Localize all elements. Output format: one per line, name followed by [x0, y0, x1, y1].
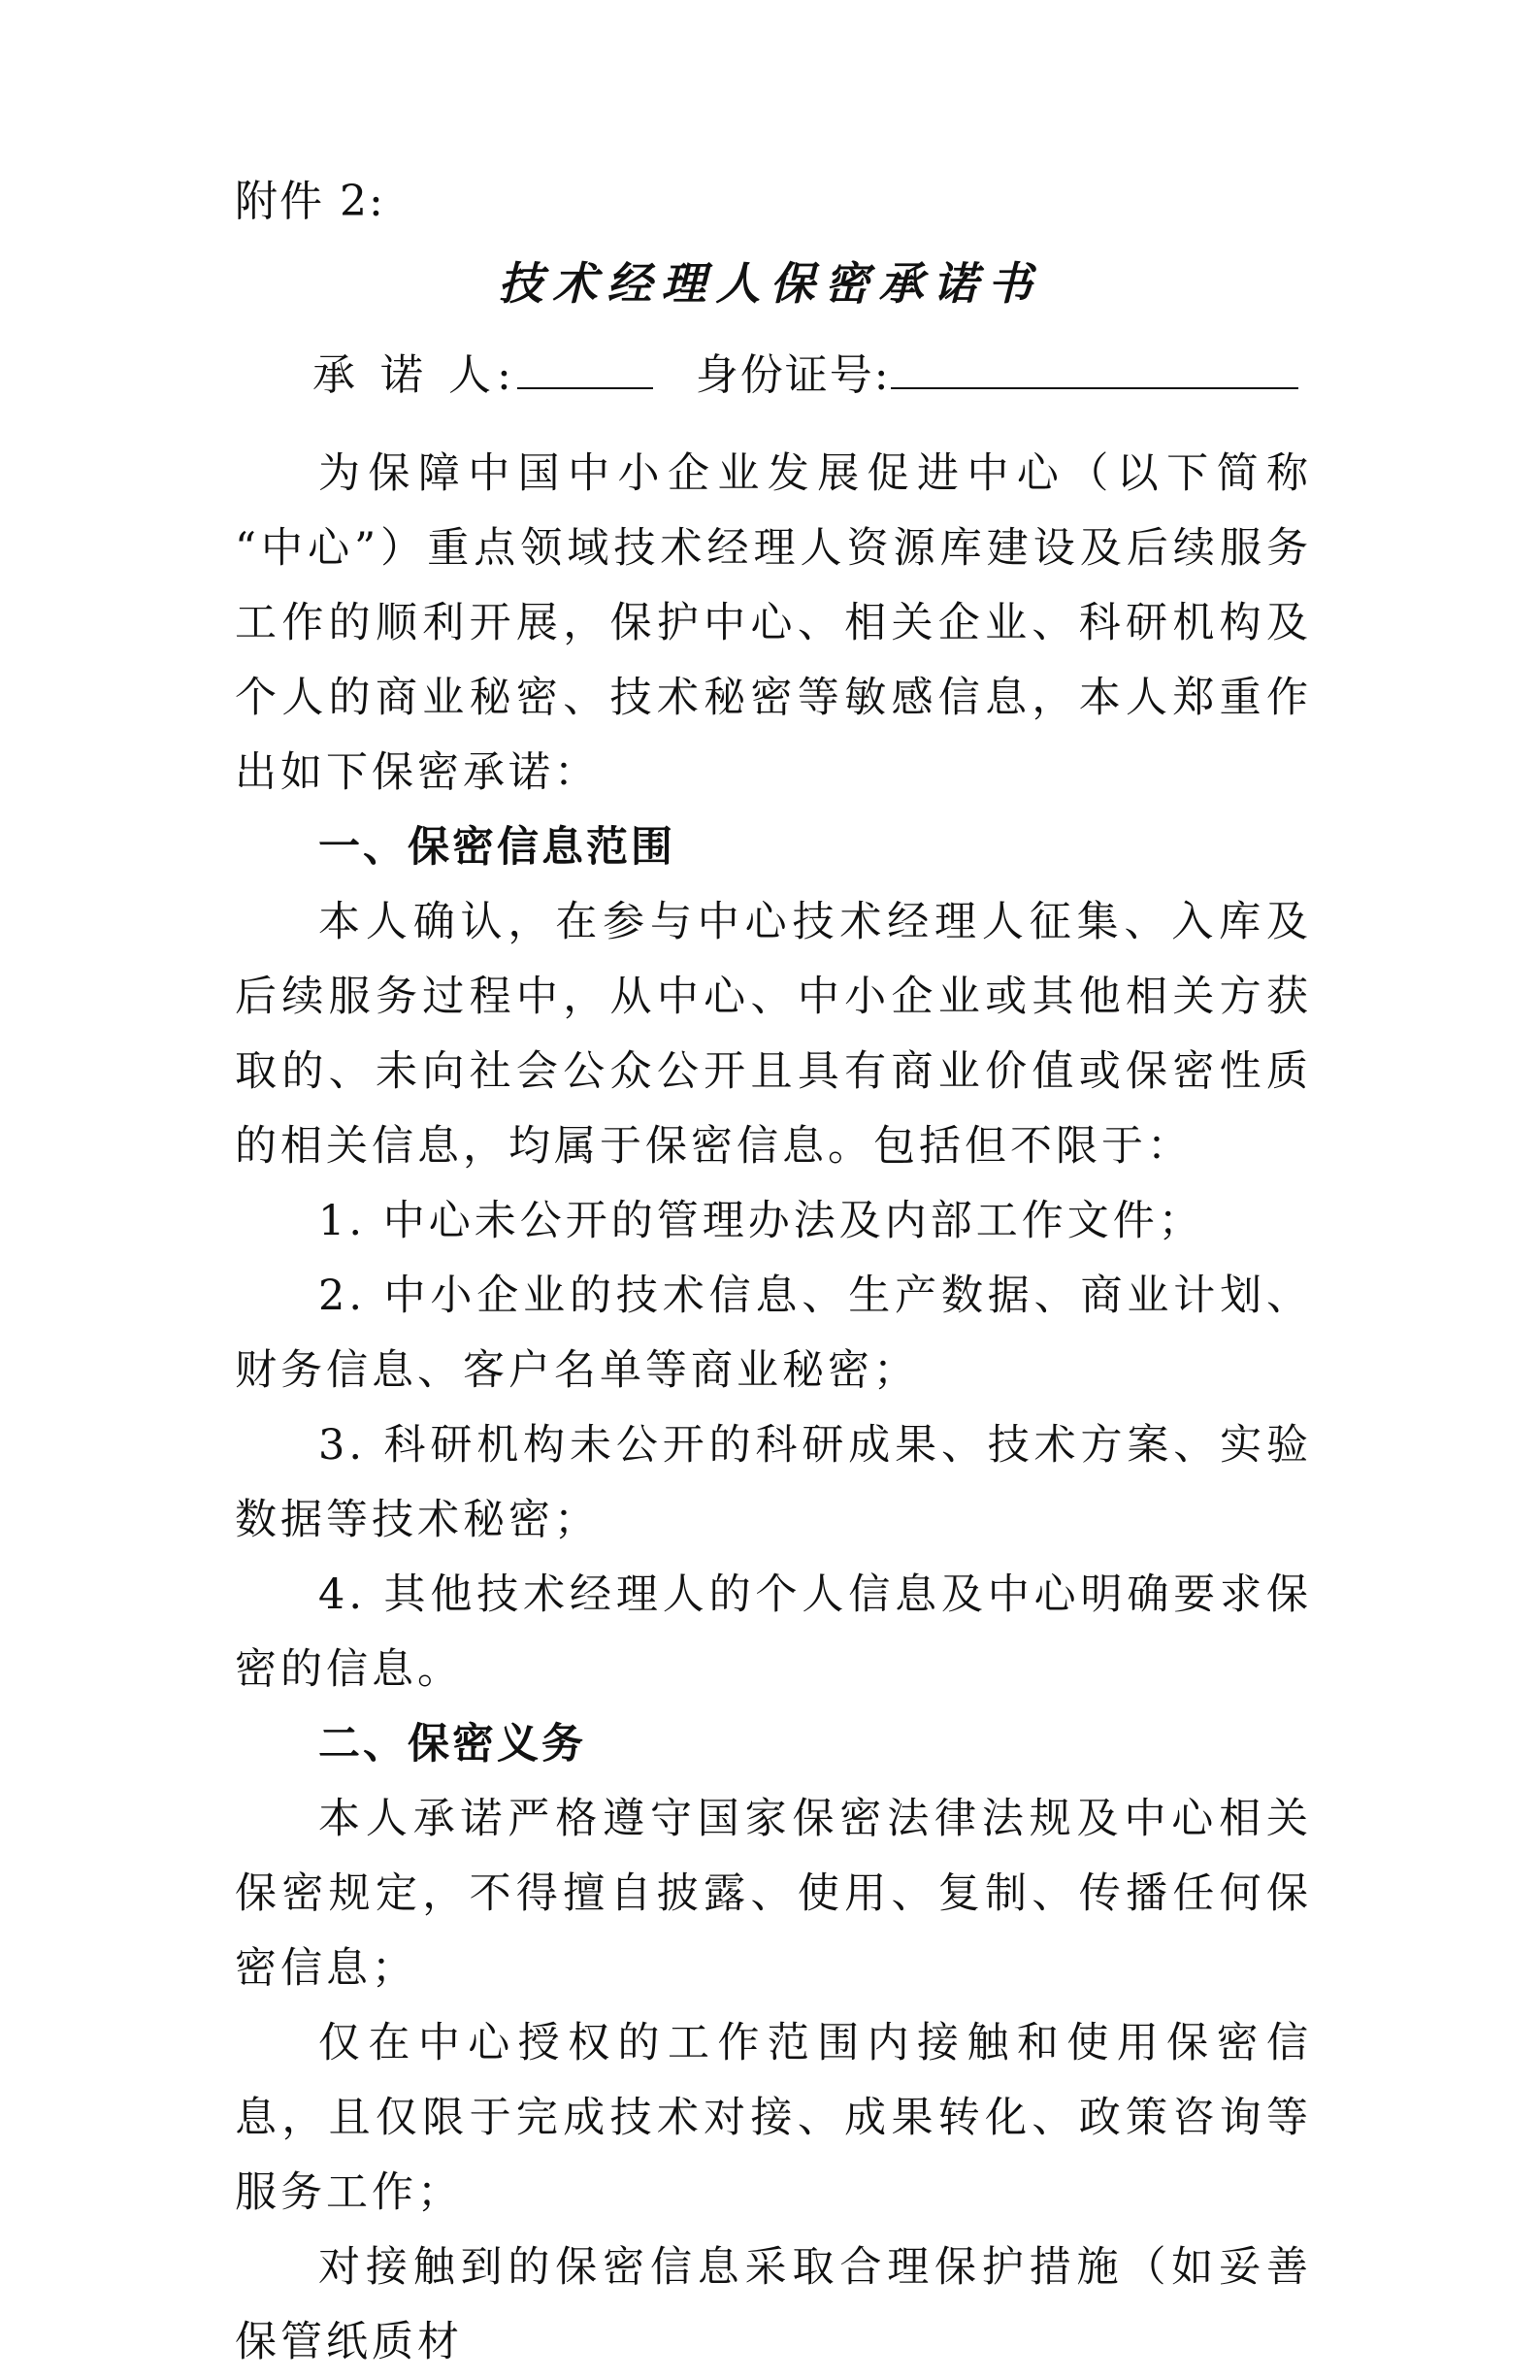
list-item: 1. 中心未公开的管理办法及内部工作文件；	[318, 1197, 1204, 1245]
signer-name-blank	[517, 345, 653, 389]
section-1-heading: 一、保密信息范围	[318, 823, 675, 872]
section-2-paragraph-1: 本人承诺严格遵守国家保密法律法规及中心相关保密规定，不得擅自披露、使用、复制、传播任何保密信息；	[235, 1795, 1312, 1993]
list-item: 3. 科研机构未公开的科研成果、技术方案、实验数据等技术秘密；	[235, 1421, 1312, 1544]
intro-paragraph: 为保障中国中小企业发展促进中心（以下简称 “中心”）重点领域技术经理人资源库建设及后续服务工作的顺利开展，保护中心、相关企业、科研机构及个人的商业秘密、技术秘密等敏感信息，本人郑重作出如下保密承诺：	[235, 449, 1312, 797]
id-number-blank	[891, 345, 1298, 389]
signer-line	[312, 345, 1298, 405]
attachment-label: 附件 2:	[235, 177, 385, 226]
section-1-text: 本人确认，在参与中心技术经理人征集、入库及后续服务过程中，从中心、中小企业或其他相关方获取的、未向社会公众公开且具有商业价值或保密性质的相关信息，均属于保密信息。包括但不限于：	[235, 898, 1312, 1171]
document-title: 技术经理人保密承诺书	[498, 257, 1042, 310]
section-2-paragraph-3: 对接触到的保密信息采取合理保护措施（如妥善保管纸质材	[235, 2243, 1312, 2366]
section-2-heading: 二、保密义务	[318, 1720, 586, 1768]
list-item: 2. 中小企业的技术信息、生产数据、商业计划、财务信息、客户名单等商业秘密；	[235, 1272, 1312, 1395]
list-item: 4. 其他技术经理人的个人信息及中心明确要求保密的信息。	[235, 1570, 1312, 1694]
section-2-paragraph-2: 仅在中心授权的工作范围内接触和使用保密信息，且仅限于完成技术对接、成果转化、政策咨询等服务工作；	[235, 2019, 1312, 2217]
document-body	[235, 437, 1312, 2380]
signer-label: 承 诺 人:	[312, 350, 517, 400]
id-number-label: 身份证号:	[695, 350, 891, 400]
